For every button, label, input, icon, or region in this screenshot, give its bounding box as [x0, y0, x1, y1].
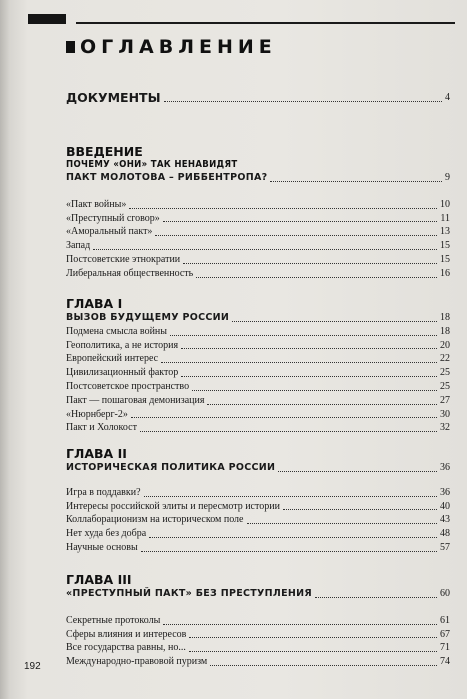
dot-leader	[181, 348, 437, 349]
toc-entry[interactable]	[66, 655, 450, 669]
entry-page: 67	[440, 628, 450, 640]
entry-title: Коллаборационизм на историческом поле	[66, 514, 244, 526]
entry-title: Геополитика, а не история	[66, 339, 179, 351]
toc-entry[interactable]	[66, 198, 450, 212]
entry-page: 43	[440, 514, 450, 526]
entry-page: 22	[440, 353, 450, 365]
section-intro	[66, 144, 450, 281]
toc-entry[interactable]	[66, 239, 450, 253]
dot-leader	[283, 509, 437, 510]
toc-entry-documents[interactable]	[66, 91, 450, 105]
dot-leader	[207, 404, 437, 405]
entry-page: 15	[440, 253, 450, 265]
entry-title: Сферы влияния и интересов	[66, 628, 187, 640]
entry-page: 25	[440, 380, 450, 392]
dot-leader	[183, 263, 437, 264]
entry-page: 60	[440, 588, 450, 599]
dot-leader	[131, 417, 437, 418]
entry-title: Постсоветские этнократии	[66, 253, 181, 265]
entry-page: 27	[440, 394, 450, 406]
dot-leader	[140, 431, 437, 432]
toc-entry[interactable]	[66, 541, 450, 555]
entry-title: Игра в поддавки?	[66, 486, 141, 498]
dot-leader	[141, 551, 437, 552]
entry-title: Пакт — пошаговая демонизация	[66, 394, 205, 406]
entry-title: Нет худа без добра	[66, 528, 147, 540]
dot-leader	[189, 637, 437, 638]
section-chapter-3	[66, 572, 450, 669]
dot-leader	[232, 321, 437, 322]
toc-entry[interactable]	[66, 366, 450, 380]
toc-entry[interactable]	[66, 614, 450, 628]
toc-entry-intro-subtitle[interactable]	[66, 171, 450, 185]
entry-page: 9	[445, 172, 450, 183]
entry-page: 40	[440, 500, 450, 512]
entry-title: Международно-правовой пуризм	[66, 656, 208, 668]
entry-page: 36	[440, 486, 450, 498]
toc-entry[interactable]	[66, 408, 450, 422]
dot-leader	[315, 597, 437, 598]
dot-leader	[163, 221, 438, 222]
dot-leader	[247, 523, 438, 524]
entry-title: Либеральная общественность	[66, 267, 194, 279]
section-chapter-2	[66, 446, 450, 555]
entry-title: Научные основы	[66, 541, 138, 553]
entry-page: 57	[440, 541, 450, 553]
entry-title: Запад	[66, 240, 91, 252]
entry-page: 13	[440, 226, 450, 238]
dot-leader	[149, 537, 437, 538]
section-heading: ГЛАВА I	[66, 296, 123, 311]
toc-entry[interactable]	[66, 339, 450, 353]
toc-entry[interactable]	[66, 325, 450, 339]
section-heading: ГЛАВА II	[66, 446, 127, 461]
dot-leader	[144, 496, 437, 497]
entry-page: 18	[440, 312, 450, 323]
toc-entry[interactable]	[66, 212, 450, 226]
toc-entry[interactable]	[66, 527, 450, 541]
dot-leader	[192, 390, 437, 391]
dot-leader	[129, 208, 437, 209]
entry-title: ДОКУМЕНТЫ	[66, 90, 161, 105]
entry-title: Подмена смысла войны	[66, 325, 168, 337]
entry-page: 25	[440, 367, 450, 379]
entry-page: 4	[445, 92, 450, 103]
entry-page: 48	[440, 528, 450, 540]
dot-leader	[93, 249, 437, 250]
entry-title: «Преступный сговор»	[66, 212, 160, 224]
dot-leader	[161, 362, 437, 363]
entry-title: Постсоветское пространство	[66, 380, 190, 392]
entry-title: ПАКТ МОЛОТОВА – РИББЕНТРОПА?	[66, 172, 268, 183]
toc-entry-chapter-3-subtitle[interactable]	[66, 587, 450, 601]
toc-entry[interactable]	[66, 267, 450, 281]
dot-leader	[196, 277, 437, 278]
entry-title: Все государства равны, но...	[66, 642, 186, 654]
dot-leader	[189, 651, 437, 652]
toc-entry[interactable]	[66, 628, 450, 642]
toc-title	[66, 36, 277, 58]
entry-page: 61	[440, 614, 450, 626]
toc-entry[interactable]	[66, 500, 450, 514]
toc-entry[interactable]	[66, 380, 450, 394]
entry-page: 11	[440, 212, 450, 224]
entry-page: 18	[440, 325, 450, 337]
section-chapter-1	[66, 296, 450, 435]
dot-leader	[278, 471, 437, 472]
toc-entry-chapter-1-subtitle[interactable]	[66, 311, 450, 325]
entry-page: 16	[440, 267, 450, 279]
page-number: 192	[24, 661, 41, 672]
entry-page: 74	[440, 656, 450, 668]
section-heading: ВВЕДЕНИЕ	[66, 144, 143, 159]
toc-entry[interactable]	[66, 513, 450, 527]
toc-entry[interactable]	[66, 225, 450, 239]
entry-title: Цивилизационный фактор	[66, 367, 179, 379]
entry-page: 32	[440, 422, 450, 434]
entry-title: Европейский интерес	[66, 353, 159, 365]
entry-title: «Нюрнберг-2»	[66, 408, 128, 420]
toc-entry-chapter-2-subtitle[interactable]	[66, 461, 450, 475]
dot-leader	[164, 101, 442, 102]
header-block	[28, 14, 66, 24]
entry-page: 36	[440, 462, 450, 473]
dot-leader	[181, 376, 437, 377]
section-subtitle: ПОЧЕМУ «ОНИ» ТАК НЕНАВИДЯТ	[66, 159, 238, 170]
section-heading: ГЛАВА III	[66, 572, 132, 587]
dot-leader	[163, 624, 437, 625]
entry-title: Пакт и Холокост	[66, 422, 137, 434]
toc-entry[interactable]	[66, 421, 450, 435]
title-square-icon	[66, 41, 75, 53]
entry-page: 71	[440, 642, 450, 654]
entry-page: 20	[440, 339, 450, 351]
entry-page: 10	[440, 198, 450, 210]
header-rule	[76, 22, 455, 24]
toc-entry[interactable]	[66, 641, 450, 655]
entry-title: «Аморальный пакт»	[66, 226, 153, 238]
page-gutter	[0, 0, 10, 699]
entry-title: ИСТОРИЧЕСКАЯ ПОЛИТИКА РОССИИ	[66, 462, 276, 473]
entry-page: 30	[440, 408, 450, 420]
toc-entry[interactable]	[66, 253, 450, 267]
entry-title: «ПРЕСТУПНЫЙ ПАКТ» БЕЗ ПРЕСТУПЛЕНИЯ	[66, 588, 313, 599]
dot-leader	[210, 665, 437, 666]
dot-leader	[155, 235, 437, 236]
toc-title-text: ОГЛАВЛЕНИЕ	[80, 36, 277, 58]
toc-entry[interactable]	[66, 394, 450, 408]
entry-title: Интересы российской элиты и пересмотр истории	[66, 500, 280, 512]
section-documents	[66, 91, 450, 105]
toc-entry[interactable]	[66, 352, 450, 366]
entry-title: ВЫЗОВ БУДУЩЕМУ РОССИИ	[66, 312, 230, 323]
entry-title: «Пакт войны»	[66, 198, 127, 210]
dot-leader	[270, 181, 442, 182]
entry-page: 15	[440, 240, 450, 252]
toc-entry[interactable]	[66, 486, 450, 500]
entry-title: Секретные протоколы	[66, 614, 161, 626]
dot-leader	[170, 335, 437, 336]
